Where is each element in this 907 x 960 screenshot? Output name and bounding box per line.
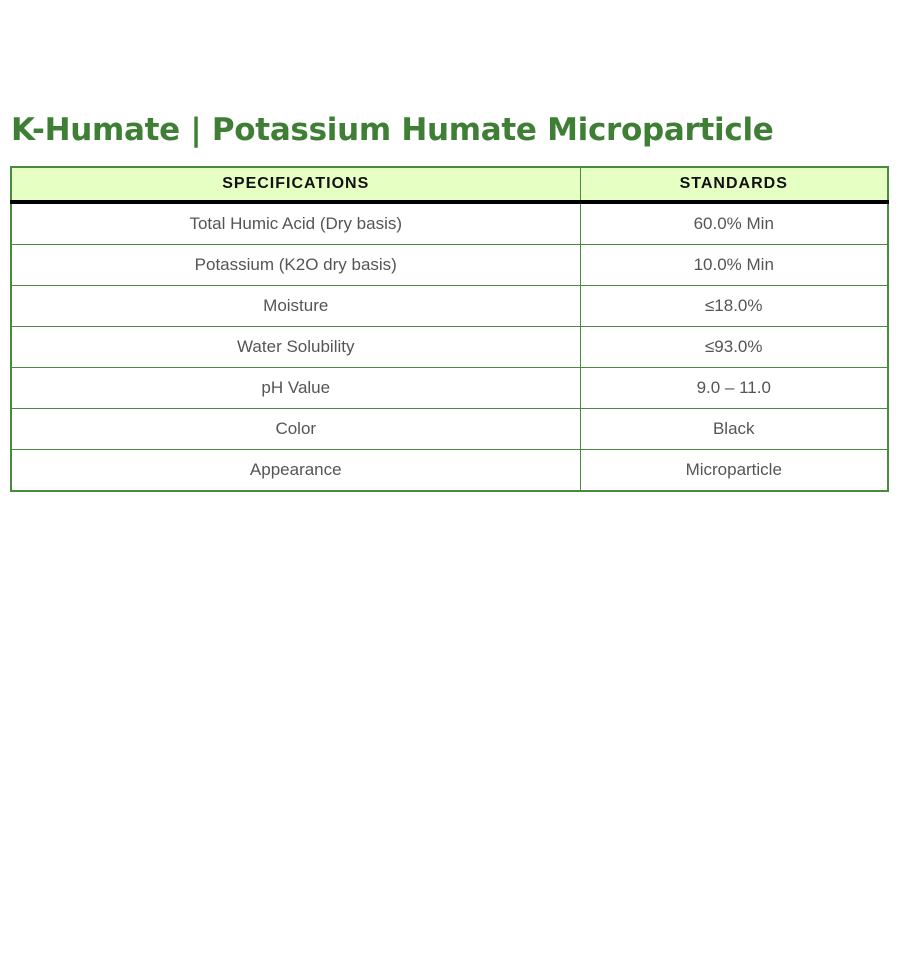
spec-name-cell: pH Value [11,368,580,409]
table-row [11,327,888,368]
table-row [11,286,888,327]
table-row [11,450,888,492]
table-row [11,245,888,286]
spec-name-cell: Potassium (K2O dry basis) [11,245,580,286]
column-header-specifications: SPECIFICATIONS [11,167,580,202]
standard-value-cell: ≤93.0% [580,327,888,368]
standard-value-cell: ≤18.0% [580,286,888,327]
standard-value-cell: 10.0% Min [580,245,888,286]
table-row [11,409,888,450]
spec-name-cell: Appearance [11,450,580,492]
column-header-standards: STANDARDS [580,167,888,202]
table-row [11,202,888,245]
spec-name-cell: Moisture [11,286,580,327]
page-title: K-Humate | Potassium Humate Microparticle [11,112,774,148]
standard-value-cell: Microparticle [580,450,888,492]
table-row [11,368,888,409]
table-header-row [11,167,888,202]
standard-value-cell: 9.0 – 11.0 [580,368,888,409]
spec-name-cell: Water Solubility [11,327,580,368]
spec-name-cell: Color [11,409,580,450]
specifications-table [10,166,889,492]
standard-value-cell: 60.0% Min [580,202,888,245]
spec-name-cell: Total Humic Acid (Dry basis) [11,202,580,245]
standard-value-cell: Black [580,409,888,450]
